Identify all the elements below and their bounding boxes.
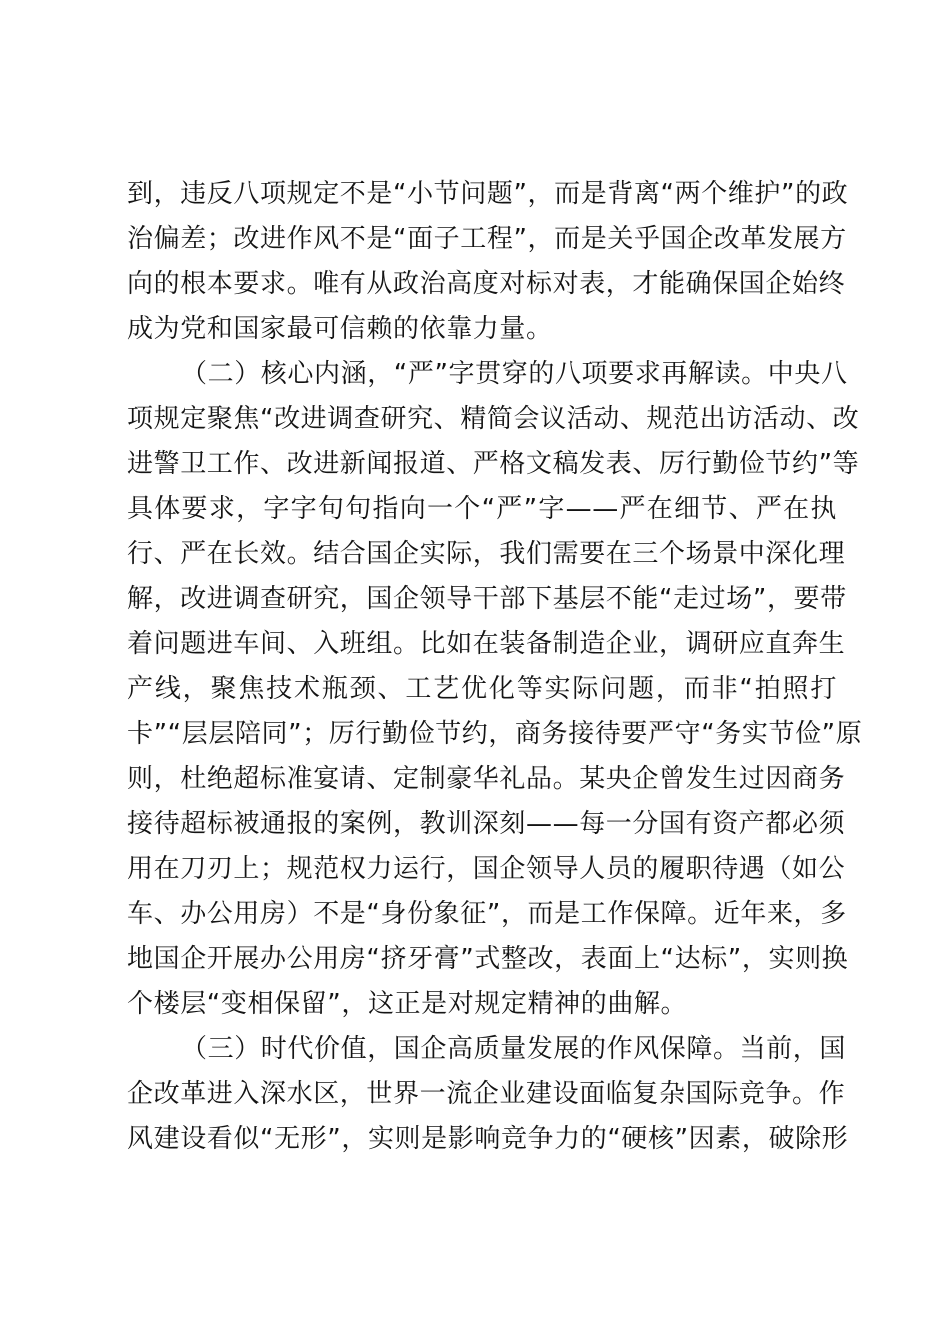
text-line: 个楼层“变相保留”，这正是对规定精神的曲解。 — [127, 989, 688, 1019]
text-line: 接待超标被通报的案例，教训深刻——每一分国有资产都必须 — [127, 809, 846, 839]
text-line: 卡”“层层陪同”；厉行勤俭节约，商务接待要严守“务实节俭”原 — [127, 719, 863, 749]
text-line: 向的根本要求。唯有从政治高度对标对表，才能确保国企始终 — [127, 269, 846, 299]
text-line: 车、办公用房）不是“身份象征”，而是工作保障。近年来，多 — [127, 899, 847, 929]
text-line: 风建设看似“无形”，实则是影响竞争力的“硬核”因素，破除形 — [127, 1124, 849, 1154]
text-line: 行、严在长效。结合国企实际，我们需要在三个场景中深化理 — [127, 539, 846, 569]
text-line: 产线，聚焦技术瓶颈、工艺优化等实际问题，而非“拍照打 — [127, 674, 837, 704]
text-line: 进警卫工作、改进新闻报道、严格文稿发表、厉行勤俭节约”等 — [127, 449, 860, 479]
paragraph-heading-line: （三）时代价值，国企高质量发展的作风保障。当前，国 — [181, 1034, 847, 1064]
paragraph-heading-line: （二）核心内涵，“严”字贯穿的八项要求再解读。中央八 — [181, 359, 848, 389]
text-line: 用在刀刃上；规范权力运行，国企领导人员的履职待遇（如公 — [127, 854, 846, 884]
text-line: 项规定聚焦“改进调查研究、精简会议活动、规范出访活动、改 — [127, 404, 860, 434]
text-line: 具体要求，字字句句指向一个“严”字——严在细节、严在执 — [127, 494, 837, 524]
text-line: 企改革进入深水区，世界一流企业建设面临复杂国际竞争。作 — [127, 1079, 846, 1109]
text-line: 地国企开展办公用房“挤牙膏”式整改，表面上“达标”，实则换 — [127, 944, 849, 974]
text-line: 着问题进车间、入班组。比如在装备制造企业，调研应直奔生 — [127, 629, 846, 659]
text-line: 治偏差；改进作风不是“面子工程”，而是关乎国企改革发展方 — [127, 224, 847, 254]
text-line: 解，改进调查研究，国企领导干部下基层不能“走过场”，要带 — [127, 584, 847, 614]
text-line: 成为党和国家最可信赖的依靠力量。 — [127, 314, 553, 344]
text-line: 则，杜绝超标准宴请、定制豪华礼品。某央企曾发生过因商务 — [127, 764, 846, 794]
text-line: 到，违反八项规定不是“小节问题”，而是背离“两个维护”的政 — [127, 179, 849, 209]
